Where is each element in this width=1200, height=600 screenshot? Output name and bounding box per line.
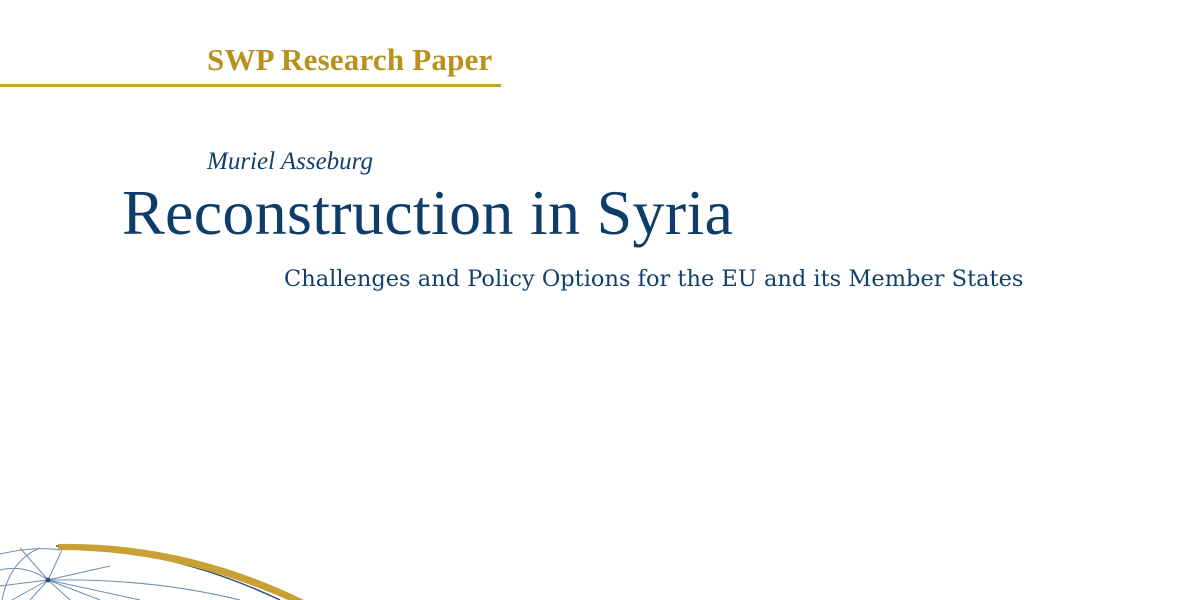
author-name: Muriel Asseburg [207, 148, 373, 175]
series-label: SWP Research Paper [207, 42, 493, 77]
document-title: Reconstruction in Syria [122, 177, 734, 248]
globe-arc-icon [0, 540, 320, 600]
document-subtitle: Challenges and Policy Options for the EU and its Member States [284, 266, 1024, 292]
series-divider [0, 84, 501, 87]
